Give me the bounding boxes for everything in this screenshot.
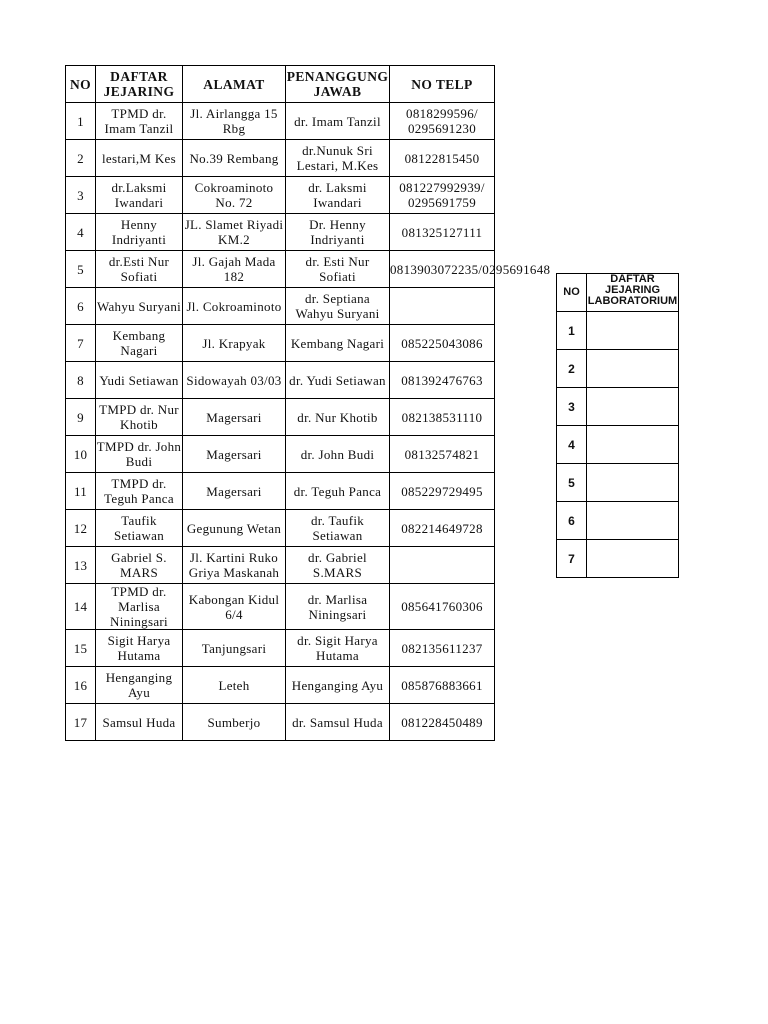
lab-row-name	[587, 426, 679, 464]
table-row	[66, 630, 495, 667]
lab-row-name	[587, 350, 679, 388]
row-jejaring: dr.Laksmi Iwandari	[96, 177, 183, 214]
row-jejaring: Gabriel S. MARS	[96, 547, 183, 584]
table-row	[66, 362, 495, 399]
lab-row-no: 2	[557, 350, 587, 388]
row-jejaring: dr.Esti Nur Sofiati	[96, 251, 183, 288]
lab-table-row	[557, 540, 679, 578]
table-row	[66, 140, 495, 177]
row-no: 9	[66, 399, 96, 436]
row-no-telp: 0813903072235/0295691648	[390, 251, 495, 288]
table-body	[66, 103, 551, 741]
row-alamat: Gegunung Wetan	[183, 510, 286, 547]
row-alamat: Magersari	[183, 399, 286, 436]
row-no: 13	[66, 547, 96, 584]
row-penanggung-jawab: dr.Nunuk Sri Lestari, M.Kes	[286, 140, 390, 177]
row-penanggung-jawab: dr. Septiana Wahyu Suryani	[286, 288, 390, 325]
row-penanggung-jawab: Kembang Nagari	[286, 325, 390, 362]
row-alamat: No.39 Rembang	[183, 140, 286, 177]
row-no-telp: 08122815450	[390, 140, 495, 177]
row-jejaring: TMPD dr. John Budi	[96, 436, 183, 473]
row-no-telp: 085876883661	[390, 667, 495, 704]
row-no-telp: 081392476763	[390, 362, 495, 399]
row-jejaring: TMPD dr. Nur Khotib	[96, 399, 183, 436]
row-penanggung-jawab: dr. John Budi	[286, 436, 390, 473]
row-alamat: Kabongan Kidul 6/4	[183, 584, 286, 630]
row-alamat: Cokroaminoto No. 72	[183, 177, 286, 214]
row-no: 11	[66, 473, 96, 510]
row-no-telp: 082135611237	[390, 630, 495, 667]
row-alamat: Jl. Kartini Ruko Griya Maskanah	[183, 547, 286, 584]
lab-row-no: 5	[557, 464, 587, 502]
row-no: 12	[66, 510, 96, 547]
row-no: 17	[66, 704, 96, 741]
row-jejaring: lestari,M Kes	[96, 140, 183, 177]
table-row	[66, 667, 495, 704]
table-row	[66, 704, 495, 741]
row-alamat: Tanjungsari	[183, 630, 286, 667]
row-no-telp: 0818299596/ 0295691230	[390, 103, 495, 140]
row-penanggung-jawab: dr. Sigit Harya Hutama	[286, 630, 390, 667]
row-alamat: Jl. Gajah Mada 182	[183, 251, 286, 288]
table-row	[66, 251, 495, 288]
row-jejaring: Yudi Setiawan	[96, 362, 183, 399]
laboratorium-table	[556, 273, 679, 578]
lab-table-row	[557, 502, 679, 540]
table-header-row	[66, 66, 495, 103]
header-penanggung-jawab: PENANGGUNG JAWAB	[286, 66, 390, 103]
row-no-telp: 085225043086	[390, 325, 495, 362]
row-no-telp: 085229729495	[390, 473, 495, 510]
row-alamat: Jl. Krapyak	[183, 325, 286, 362]
row-no: 2	[66, 140, 96, 177]
row-no-telp: 082138531110	[390, 399, 495, 436]
table-row	[66, 584, 495, 630]
row-alamat: Leteh	[183, 667, 286, 704]
table-row	[66, 436, 495, 473]
row-penanggung-jawab: dr. Gabriel S.MARS	[286, 547, 390, 584]
lab-table-row	[557, 426, 679, 464]
row-jejaring: Kembang Nagari	[96, 325, 183, 362]
lab-table-body	[557, 312, 679, 578]
table-row	[66, 214, 495, 251]
row-no: 4	[66, 214, 96, 251]
lab-table-row	[557, 350, 679, 388]
row-no: 5	[66, 251, 96, 288]
jejaring-table	[65, 65, 551, 741]
row-no-telp: 08132574821	[390, 436, 495, 473]
header-no-telp: NO TELP	[390, 66, 495, 103]
row-alamat: Jl. Airlangga 15 Rbg	[183, 103, 286, 140]
row-jejaring: Henganging Ayu	[96, 667, 183, 704]
row-no-telp: 085641760306	[390, 584, 495, 630]
row-jejaring: Wahyu Suryani	[96, 288, 183, 325]
row-penanggung-jawab: dr. Nur Khotib	[286, 399, 390, 436]
row-alamat: Sidowayah 03/03	[183, 362, 286, 399]
lab-row-no: 6	[557, 502, 587, 540]
row-penanggung-jawab: dr. Samsul Huda	[286, 704, 390, 741]
lab-row-name	[587, 464, 679, 502]
lab-table-row	[557, 388, 679, 426]
row-penanggung-jawab: Henganging Ayu	[286, 667, 390, 704]
row-no-telp: 082214649728	[390, 510, 495, 547]
row-no-telp	[390, 288, 495, 325]
row-no-telp: 081325127111	[390, 214, 495, 251]
row-penanggung-jawab: dr. Laksmi Iwandari	[286, 177, 390, 214]
row-no: 8	[66, 362, 96, 399]
header-daftar-jejaring: DAFTAR JEJARING	[96, 66, 183, 103]
row-alamat: Jl. Cokroaminoto	[183, 288, 286, 325]
row-no-telp	[390, 547, 495, 584]
row-penanggung-jawab: dr. Imam Tanzil	[286, 103, 390, 140]
table-row	[66, 325, 495, 362]
lab-row-name	[587, 502, 679, 540]
row-penanggung-jawab: dr. Teguh Panca	[286, 473, 390, 510]
row-alamat: JL. Slamet Riyadi KM.2	[183, 214, 286, 251]
lab-row-no: 7	[557, 540, 587, 578]
table-row	[66, 547, 495, 584]
lab-row-name	[587, 540, 679, 578]
row-jejaring: TPMD dr. Imam Tanzil	[96, 103, 183, 140]
row-no: 15	[66, 630, 96, 667]
row-no: 7	[66, 325, 96, 362]
lab-header-title: DAFTAR JEJARING LABORATORIUM	[587, 274, 679, 312]
table-row	[66, 510, 495, 547]
row-no: 3	[66, 177, 96, 214]
lab-row-no: 4	[557, 426, 587, 464]
row-penanggung-jawab: dr. Yudi Setiawan	[286, 362, 390, 399]
row-no: 16	[66, 667, 96, 704]
row-no-telp: 081228450489	[390, 704, 495, 741]
lab-table-row	[557, 464, 679, 502]
table-row	[66, 177, 495, 214]
lab-row-name	[587, 388, 679, 426]
row-alamat: Magersari	[183, 473, 286, 510]
row-alamat: Sumberjo	[183, 704, 286, 741]
row-jejaring: TMPD dr. Teguh Panca	[96, 473, 183, 510]
row-no: 14	[66, 584, 96, 630]
table-row	[66, 473, 495, 510]
row-jejaring: Henny Indriyanti	[96, 214, 183, 251]
header-alamat: ALAMAT	[183, 66, 286, 103]
lab-table-row	[557, 312, 679, 350]
row-penanggung-jawab: dr. Marlisa Niningsari	[286, 584, 390, 630]
row-alamat: Magersari	[183, 436, 286, 473]
row-no: 10	[66, 436, 96, 473]
row-penanggung-jawab: dr. Taufik Setiawan	[286, 510, 390, 547]
row-jejaring: Taufik Setiawan	[96, 510, 183, 547]
header-no: NO	[66, 66, 96, 103]
row-penanggung-jawab: dr. Esti Nur Sofiati	[286, 251, 390, 288]
row-penanggung-jawab: Dr. Henny Indriyanti	[286, 214, 390, 251]
table-row	[66, 288, 495, 325]
lab-row-no: 1	[557, 312, 587, 350]
lab-row-name	[587, 312, 679, 350]
lab-header-row	[557, 274, 679, 312]
row-no-telp: 081227992939/ 0295691759	[390, 177, 495, 214]
row-jejaring: TPMD dr. Marlisa Niningsari	[96, 584, 183, 630]
lab-row-no: 3	[557, 388, 587, 426]
table-row	[66, 399, 495, 436]
row-jejaring: Samsul Huda	[96, 704, 183, 741]
row-no: 1	[66, 103, 96, 140]
row-no: 6	[66, 288, 96, 325]
lab-header-no: NO	[557, 274, 587, 312]
table-row	[66, 103, 495, 140]
row-jejaring: Sigit Harya Hutama	[96, 630, 183, 667]
